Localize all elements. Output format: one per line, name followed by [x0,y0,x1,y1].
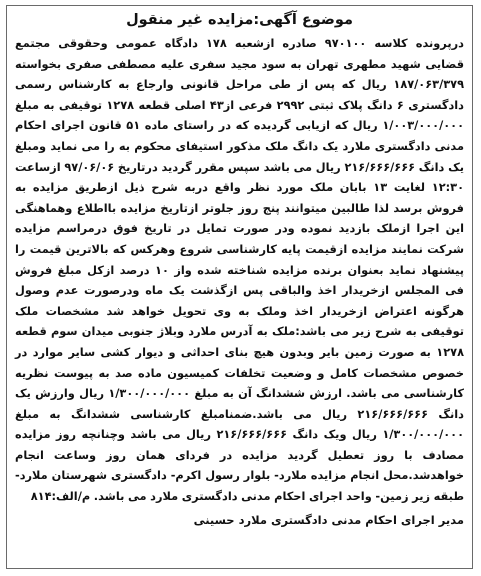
notice-title: موضوع آگهی:مزایده غیر منقول [126,12,353,28]
notice-body: درپرونده کلاسه ۹۷۰۱۰۰ صادره ازشعبه ۱۷۸ دادگاه عمومی وحقوقی مجتمع قضایی شهید مطهری تهران به سود مجید سفری علیه مصطفی صفری بخواسته ۱۸۷/۰۶۳/۳۷۹ ریال که پس از طی مراحل قانونی وارجاع به کارشناس رسمی دادگستری ۶ دانگ پلاک ثبتی ۲۹۹۲ فرعی از۴۳ اصلی قطعه ۱۲۷۸ توقیفی به مبلغ ۱/۰۰۳/۰۰۰/۰۰۰ ریال که ازیابی گردیده که در راستای ماده ۵۱ قانون اجرای احکام مدنی دادگستری ملارد یک دانگ ملک مذکور استیفای محکوم به را می نماید ومبلغ یک دانگ ۲۱۶/۶۶۶/۶۶۶ ریال می باشد سپس مقرر گردید درتاریخ ۹۷/۰۶/۰۶ ازساعت ۱۲:۳۰ لغایت ۱۳ بابان ملک مورد نظر واقع دربه شرح ذیل ازطریق مزایده به فروش برسد لذا طالبین میتوانند پنج روز جلوتر ازتاریخ مزایده بااطلاع وهماهنگی این اجرا ازملک بازدید نموده ودر صورت تمایل در تاریخ فوق درمراسم مزایده شرکت نمایند مزایده ازقیمت پایه کارشناسی شروع وهرکس که بالاترین قیمت را پیشنهاد نماید بعنوان برنده مزایده شناخته شده واز ۱۰ درصد ازکل مبلغ فروش فی المجلس ازخریدار اخذ والباقی پس ازگذشت یک ماه ودرصورت عدم وصول هرگونه اعتراض ازخریدار اخذ وملک به وی تحویل خواهد شد مشخصات ملک توقیفی به شرح زیر می باشد:ملک به آدرس ملارد وبلاژ جنوبی میدان سوم قطعه ۱۲۷۸ به صورت زمین بایر وبدون هیچ بنای احداثی و دیوار کشی سایر موارد در خصوص مشخصات کامل و وضعیت تخلفات کمیسیون ماده صد به پیوست نظریه کارشناسی می باشد. ارزش ششدانگ آن به مبلغ ۱/۳۰۰/۰۰۰/۰۰۰ ریال وارزش یک دانگ ۲۱۶/۶۶۶/۶۶۶ ریال می باشد.ضمنامبلغ کارشناسی ششدانگ به مبلغ ۱/۳۰۰/۰۰۰/۰۰۰ ریال ویک دانگ ۲۱۶/۶۶۶/۶۶۶ ریال می باشد وچنانچه روز مزایده مصادف با روز تعطیل گردید مزایده در فردای همان روز وساعت انجام خواهدشد.محل انجام مزایده ملارد- بلوار رسول اکرم- دادگستری شهرستان ملارد- طبقه زیر زمین- واحد اجرای احکام مدنی دادگستری ملارد می باشد. م/الف:۸۱۴ [15,36,465,504]
auction-notice [6,5,473,569]
notice-signature: مدیر اجرای احکام مدنی دادگستری ملارد حسینی [193,512,464,527]
